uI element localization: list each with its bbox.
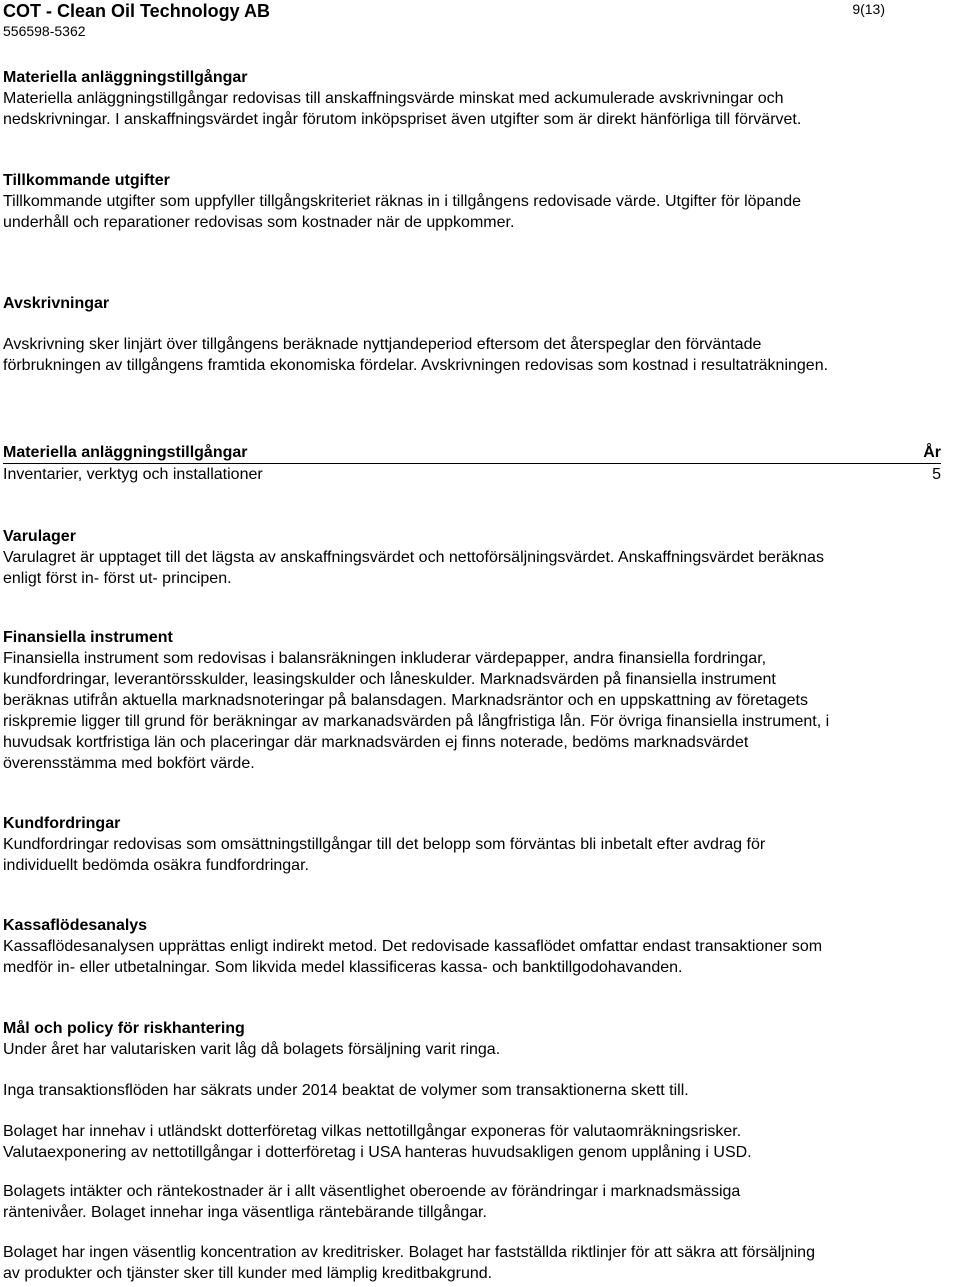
section-heading: Finansiella instrument [3, 629, 173, 646]
risk-paragraph [3, 1181, 955, 1223]
section-finansiella [3, 627, 955, 774]
section-materiella [3, 67, 955, 130]
paragraph-line: överensstämma med bokfört värde. [3, 755, 255, 772]
section-heading: Kassaflödesanalys [3, 917, 148, 934]
table-row [3, 464, 941, 485]
section-kundfordringar [3, 813, 955, 876]
asset-years: 5 [932, 466, 941, 483]
paragraph-line: Under året har valutarisken varit låg då bolagets försäljning varit ringa. [3, 1041, 501, 1058]
page-number: 9(13) [852, 1, 885, 17]
risk-paragraph [3, 1121, 955, 1163]
table-header-row [3, 442, 941, 464]
section-tillkommande [3, 170, 955, 233]
paragraph-line: Kundfordringar redovisas som omsättningstillgångar till det belopp som förväntas bli inbetalt efter avdrag för [3, 836, 766, 853]
company-name: COT - Clean Oil Technology AB [3, 1, 271, 21]
paragraph-line: Kassaflödesanalysen upprättas enligt indirekt metod. Det redovisade kassaflödet omfattar endast transaktioner som [3, 938, 823, 955]
paragraph-line: individuellt bedömda osäkra fundfordringar. [3, 857, 309, 874]
section-risk [3, 1018, 955, 1060]
paragraph-line: riskpremie ligger till grund för beräkningar av markanadsvärden på långfristiga lån. För övriga finansiella instrument, i [3, 713, 830, 730]
paragraph-line: av produkter och tjänster sker till kunder med lämplig kreditbakgrund. [3, 1265, 493, 1282]
paragraph-line: nedskrivningar. I anskaffningsvärdet ingår förutom inköpspriset även utgifter som är direkt hänförliga till förvärvet. [3, 111, 802, 128]
risk-paragraph [3, 1242, 955, 1284]
org-number: 556598-5362 [3, 23, 86, 39]
paragraph-line: Inga transaktionsflöden har säkrats under 2014 beaktat de volymer som transaktionerna skett till. [3, 1082, 689, 1099]
paragraph-line: underhåll och reparationer redovisas som kostnader när de uppkommer. [3, 214, 515, 231]
section-varulager [3, 526, 955, 589]
section-heading: Materiella anläggningstillgångar [3, 69, 248, 86]
paragraph-line: huvudsak kortfristiga län och placeringar där marknadsvärden ej finns noterade, bedöms marknadsvärdet [3, 734, 749, 751]
column-header-years: År [923, 444, 941, 461]
section-heading: Avskrivningar [3, 295, 110, 312]
section-kassaflode [3, 915, 955, 978]
asset-depreciation-table [3, 442, 941, 485]
paragraph-line: beräknas utifrån aktuella marknadsnoteringar på balansdagen. Marknadsräntor och en uppskattning av företagets [3, 692, 808, 709]
section-heading: Varulager [3, 528, 76, 545]
paragraph-line: Avskrivning sker linjärt över tillgångens beräknade nyttjandeperiod eftersom det återspeglar den förväntade [3, 336, 762, 353]
section-heading: Kundfordringar [3, 815, 121, 832]
paragraph-line: medför in- eller utbetalningar. Som likvida medel klassificeras kassa- och banktillgodohavanden. [3, 959, 683, 976]
paragraph-line: räntenivåer. Bolaget innehar inga väsentliga räntebärande tillgångar. [3, 1204, 487, 1221]
section-heading: Mål och policy för riskhantering [3, 1020, 245, 1037]
paragraph-line: kundfordringar, leverantörsskulder, leasingskulder och låneskulder. Marknadsvärden på finansiella instrument [3, 671, 776, 688]
asset-label: Inventarier, verktyg och installationer [3, 466, 263, 483]
paragraph-line: Bolaget har ingen väsentlig koncentration av kreditrisker. Bolaget har fastställda riktlinjer för att säkra att försäljning [3, 1244, 815, 1261]
paragraph-line: förbrukningen av tillgångens framtida ekonomiska fördelar. Avskrivningen redovisas som kostnad i resultaträkningen. [3, 357, 829, 374]
risk-paragraph [3, 1080, 955, 1101]
section-avskrivningar [3, 293, 955, 314]
paragraph-line: Bolaget har innehav i utländskt dotterföretag vilkas nettotillgångar exponeras för valutaomräkningsrisker. [3, 1123, 742, 1140]
paragraph-line: Valutaexponering av nettotillgångar i dotterföretag i USA hanteras huvudsakligen genom upplåning i USD. [3, 1144, 752, 1161]
page-header [3, 0, 270, 40]
section-heading: Tillkommande utgifter [3, 172, 170, 189]
paragraph-line: Finansiella instrument som redovisas i balansräkningen inkluderar värdepapper, andra finansiella fordringar, [3, 650, 767, 667]
paragraph-line: Tillkommande utgifter som uppfyller tillgångskriteriet räknas in i tillgångens redovisade värde. Utgifter för löpande [3, 193, 802, 210]
section-avskrivningar-text [3, 334, 955, 376]
paragraph-line: Materiella anläggningstillgångar redovisas till anskaffningsvärde minskat med ackumulerade avskrivningar och [3, 90, 784, 107]
paragraph-line: Bolagets intäkter och räntekostnader är i allt väsentlighet oberoende av förändringar i marknadsmässiga [3, 1183, 741, 1200]
paragraph-line: Varulagret är upptaget till det lägsta av anskaffningsvärdet och nettoförsäljningsvärdet. Anskaffningsvärdet beräknas [3, 549, 824, 566]
column-header-asset: Materiella anläggningstillgångar [3, 444, 248, 461]
paragraph-line: enligt först in- först ut- principen. [3, 570, 232, 587]
